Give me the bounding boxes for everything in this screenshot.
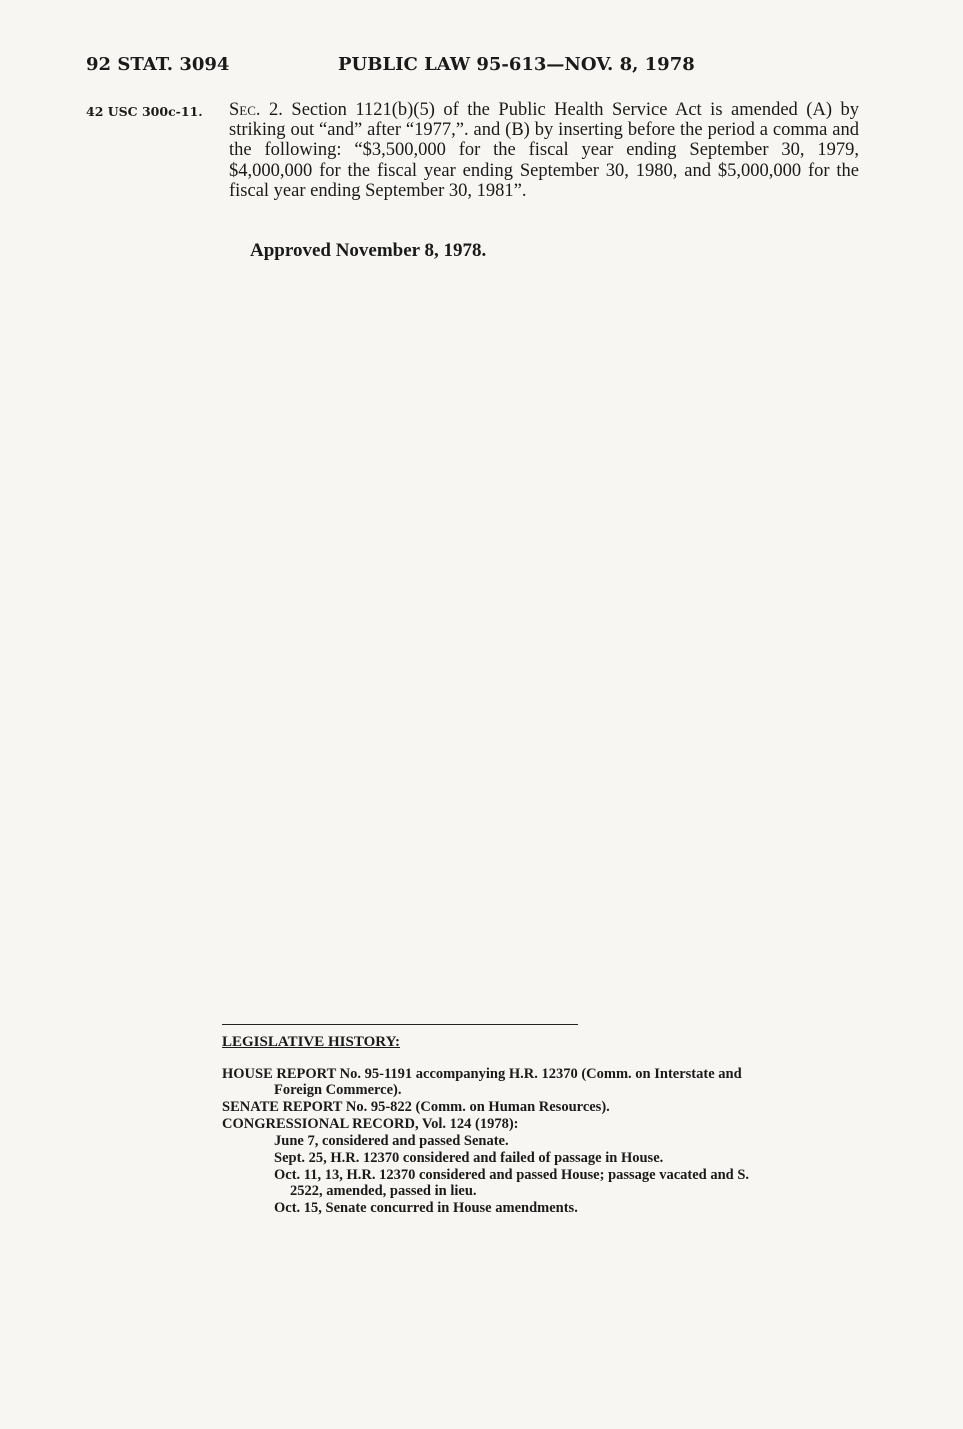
section-label: Sec. xyxy=(229,100,261,120)
divider-rule xyxy=(222,1024,578,1025)
history-entry-3-line-2: 2522, amended, passed in lieu. xyxy=(290,1183,477,1199)
history-entry-2: Sept. 25, H.R. 12370 considered and failed of passage in House. xyxy=(274,1150,664,1166)
history-entry-3-line-1: Oct. 11, 13, H.R. 12370 considered and passed House; passage vacated and S. xyxy=(274,1167,750,1183)
margin-citation: 42 USC 300c-11. xyxy=(86,104,203,119)
approval-date: Approved November 8, 1978. xyxy=(250,240,487,261)
history-entry-1: June 7, considered and passed Senate. xyxy=(274,1133,509,1149)
senate-report-line: SENATE REPORT No. 95-822 (Comm. on Human Resources). xyxy=(222,1099,610,1115)
statute-page-number: 92 STAT. 3094 xyxy=(86,54,230,75)
congressional-record-line: CONGRESSIONAL RECORD, Vol. 124 (1978): xyxy=(222,1116,519,1132)
house-report-line-1: HOUSE REPORT No. 95-1191 accompanying H.R. 12370 (Comm. on Interstate and xyxy=(222,1066,742,1082)
legislative-history-title: LEGISLATIVE HISTORY: xyxy=(222,1034,401,1050)
section-text xyxy=(229,100,859,201)
house-report-line-2: Foreign Commerce). xyxy=(274,1082,402,1098)
section-body: 2. Section 1121(b)(5) of the Public Health Service Act is amended (A) by striking out “and” after “1977,”. and (B) by inserting before the period a comma and the following: “$3,500,000 for the fiscal year ending September 30, 1979, $4,000,000 for the fiscal year ending September 30, 1980, and $5,000,000 for the fiscal year ending September 30, 1981”. xyxy=(229,100,859,201)
page-title: PUBLIC LAW 95-613—NOV. 8, 1978 xyxy=(338,54,695,75)
history-entry-4: Oct. 15, Senate concurred in House amendments. xyxy=(274,1200,578,1216)
